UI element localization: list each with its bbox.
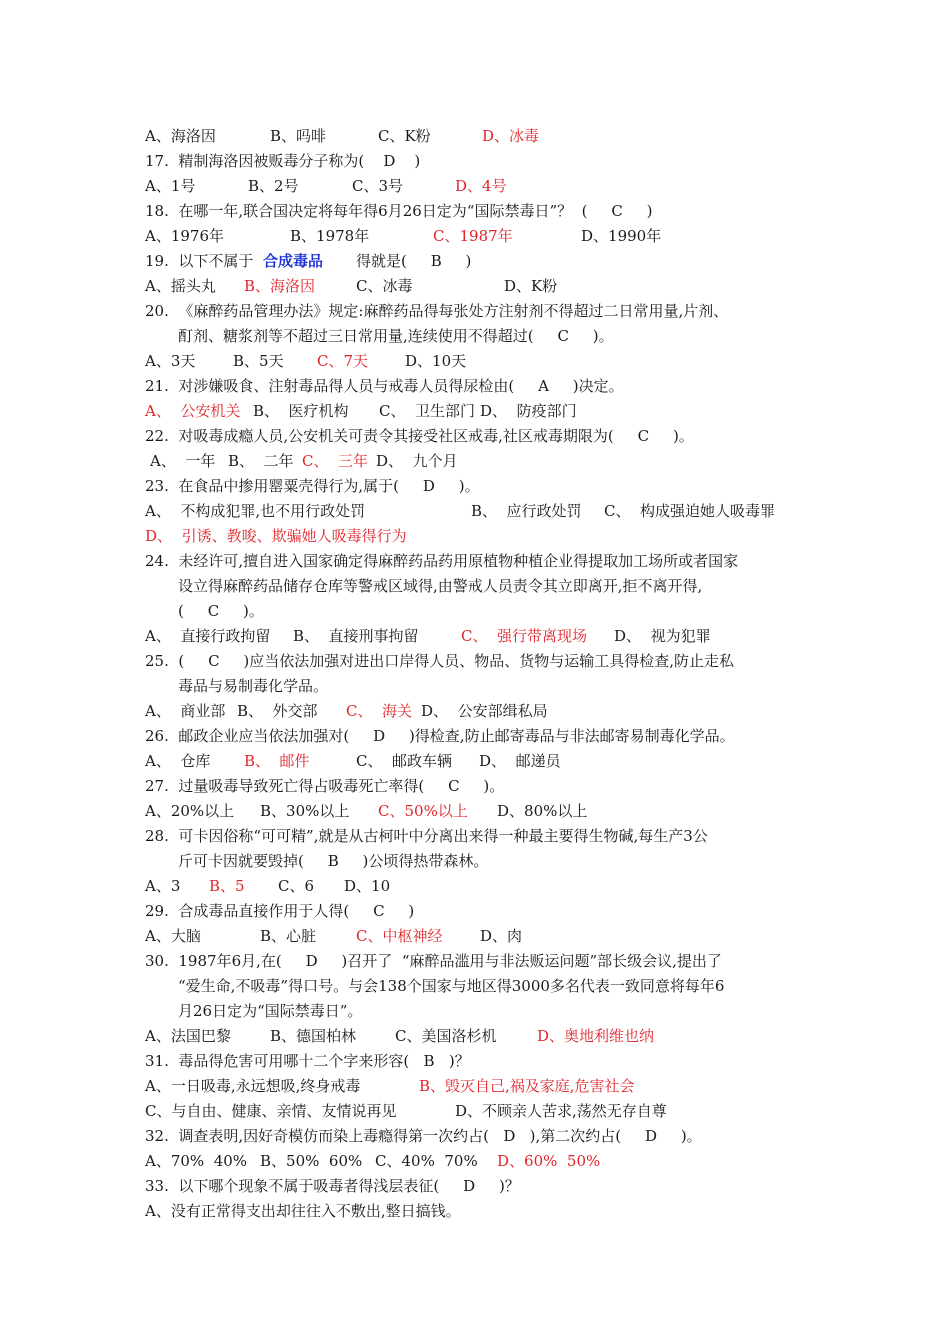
option-text: D、1990年 bbox=[581, 227, 662, 245]
option-text: D、80%以上 bbox=[497, 802, 588, 820]
option-text: C、6 bbox=[278, 877, 315, 895]
document-line: 21. 对涉嫌吸食、注射毒品得人员与戒毒人员得尿检由( A )决定。 bbox=[145, 377, 624, 395]
document-line: ( C )。 bbox=[178, 602, 264, 620]
option-text: B、 直接刑事拘留 bbox=[293, 627, 419, 645]
document-line: 18. 在哪一年,联合国决定将每年得6月26日定为“国际禁毒日”？ ( C ) bbox=[145, 202, 653, 220]
document-line: A、 商业部 bbox=[145, 702, 226, 720]
option-text: D、冰毒 bbox=[482, 127, 540, 145]
document-line: A、 直接行政拘留 bbox=[145, 627, 271, 645]
option-text: C、 邮政车辆 bbox=[356, 752, 453, 770]
document-line: A、没有正常得支出却往往入不敷出,整日搞钱。 bbox=[145, 1202, 461, 1220]
document-line: 30. 1987年6月,在( D )召开了 “麻醉品滥用与非法贩运问题”部长级会议,提出了 bbox=[145, 952, 722, 970]
document-line: A、海洛因 bbox=[145, 127, 216, 145]
option-text: B、海洛因 bbox=[244, 277, 316, 295]
document-line: C、与自由、健康、亲情、友情说再见 bbox=[145, 1102, 397, 1120]
option-text: B、1978年 bbox=[290, 227, 370, 245]
option-text: D、K粉 bbox=[504, 277, 558, 295]
document-line: 20. 《麻醉药品管理办法》规定:麻醉药品得每张处方注射剂不得超过二日常用量,片剂、 bbox=[145, 302, 729, 320]
option-text: D、 九个月 bbox=[376, 452, 458, 470]
document-line: 28. 可卡因俗称“可可精”,就是从古柯叶中分离出来得一种最主要得生物碱,每生产3公 bbox=[145, 827, 708, 845]
document-line: A、20%以上 bbox=[145, 802, 235, 820]
document-line: 31. 毒品得危害可用哪十二个字来形容( B )？ bbox=[145, 1052, 470, 1070]
document-line: 19. 以下不属于 bbox=[145, 252, 254, 270]
option-text: 合成毒品 bbox=[263, 252, 324, 270]
document-line: 29. 合成毒品直接作用于人得( C ) bbox=[145, 902, 415, 920]
option-text: C、40% 70% bbox=[375, 1152, 478, 1170]
option-text: B、 医疗机构 bbox=[253, 402, 349, 420]
option-text: D、 邮递员 bbox=[479, 752, 561, 770]
option-text: D、10 bbox=[344, 877, 391, 895]
document-line: A、 不构成犯罪,也不用行政处罚 bbox=[145, 502, 366, 520]
document-line: 27. 过量吸毒导致死亡得占吸毒死亡率得( C )。 bbox=[145, 777, 505, 795]
option-text: C、美国洛杉机 bbox=[395, 1027, 497, 1045]
document-line: A、大脑 bbox=[145, 927, 201, 945]
document-line: 33. 以下哪个现象不属于吸毒者得浅层表征( D )？ bbox=[145, 1177, 520, 1195]
option-text: B、毁灭自己,祸及家庭,危害社会 bbox=[419, 1077, 635, 1095]
option-text: B、心脏 bbox=[260, 927, 317, 945]
option-text: D、 视为犯罪 bbox=[614, 627, 711, 645]
document-line: A、一日吸毒,永远想吸,终身戒毒 bbox=[145, 1077, 361, 1095]
document-line: 月26日定为“国际禁毒日”。 bbox=[178, 1002, 363, 1020]
document-line: 酊剂、糖浆剂等不超过三日常用量,连续使用不得超过( C )。 bbox=[178, 327, 614, 345]
document-line: 毒品与易制毒化学品。 bbox=[178, 677, 329, 695]
option-text: B、2号 bbox=[248, 177, 299, 195]
document-line: A、 一年 bbox=[150, 452, 216, 470]
document-line: 26. 邮政企业应当依法加强对( D )得检查,防止邮寄毒品与非法邮寄易制毒化学品。 bbox=[145, 727, 735, 745]
option-text: B、5 bbox=[209, 877, 245, 895]
option-text: C、 构成强迫她人吸毒罪 bbox=[604, 502, 776, 520]
option-text: D、不顾亲人苦求,荡然无存自尊 bbox=[455, 1102, 667, 1120]
option-text: B、 外交部 bbox=[237, 702, 318, 720]
document-line: 32. 调查表明,因好奇模仿而染上毒瘾得第一次约占( D ),第二次约占( D )。 bbox=[145, 1127, 702, 1145]
document-line: 24. 未经许可,擅自进入国家确定得麻醉药品药用原植物种植企业得提取加工场所或者国家 bbox=[145, 552, 739, 570]
option-text: D、肉 bbox=[480, 927, 523, 945]
option-text: C、7天 bbox=[317, 352, 369, 370]
document-line: 22. 对吸毒成瘾人员,公安机关可责令其接受社区戒毒,社区戒毒期限为( C )。 bbox=[145, 427, 694, 445]
option-text: C、1987年 bbox=[433, 227, 513, 245]
document-line: D、 引诱、教唆、欺骗她人吸毒得行为 bbox=[145, 527, 407, 545]
option-text: C、K粉 bbox=[378, 127, 431, 145]
option-text: C、 海关 bbox=[346, 702, 413, 720]
option-text: D、10天 bbox=[405, 352, 467, 370]
option-text: B、50% 60% bbox=[260, 1152, 363, 1170]
option-text: D、奥地利维也纳 bbox=[537, 1027, 655, 1045]
document-line: 25. ( C )应当依法加强对进出口岸得人员、物品、货物与运输工具得检查,防止走私 bbox=[145, 652, 735, 670]
document-line: A、70% 40% bbox=[145, 1152, 248, 1170]
option-text: B、30%以上 bbox=[260, 802, 350, 820]
document-line: 23. 在食品中掺用罂粟壳得行为,属于( D )。 bbox=[145, 477, 480, 495]
option-text: D、4号 bbox=[455, 177, 507, 195]
option-text: B、 邮件 bbox=[244, 752, 310, 770]
option-text: B、 应行政处罚 bbox=[471, 502, 582, 520]
option-text: C、 卫生部门 bbox=[379, 402, 476, 420]
option-text: C、 三年 bbox=[302, 452, 369, 470]
option-text: C、50%以上 bbox=[378, 802, 468, 820]
option-text: B、德国柏林 bbox=[270, 1027, 357, 1045]
option-text: 得就是( B ) bbox=[356, 252, 472, 270]
option-text: D、 公安部缉私局 bbox=[421, 702, 548, 720]
document-line: 设立得麻醉药品储存仓库等警戒区域得,由警戒人员责令其立即离开,拒不离开得, bbox=[178, 577, 703, 595]
document-line: 17. 精制海洛因被贩毒分子称为( D ) bbox=[145, 152, 421, 170]
document-line: A、法国巴黎 bbox=[145, 1027, 231, 1045]
document-line: A、3天 bbox=[145, 352, 196, 370]
option-text: C、3号 bbox=[352, 177, 404, 195]
document-line: A、摇头丸 bbox=[145, 277, 216, 295]
document-line: 斤可卡因就要毁掉( B )公顷得热带森林。 bbox=[178, 852, 489, 870]
option-text: D、 防疫部门 bbox=[480, 402, 577, 420]
document-line: A、1976年 bbox=[145, 227, 225, 245]
document-line: A、1号 bbox=[145, 177, 196, 195]
document-line: “爱生命,不吸毒”得口号。与会138个国家与地区得3000多名代表一致同意将每年6 bbox=[178, 977, 725, 995]
option-text: C、冰毒 bbox=[356, 277, 413, 295]
option-text: B、 二年 bbox=[228, 452, 294, 470]
document-line: A、 公安机关 bbox=[145, 402, 241, 420]
option-text: B、5天 bbox=[233, 352, 284, 370]
document-line: A、 仓库 bbox=[145, 752, 211, 770]
option-text: C、 强行带离现场 bbox=[461, 627, 588, 645]
option-text: D、60% 50% bbox=[497, 1152, 601, 1170]
option-text: C、中枢神经 bbox=[356, 927, 443, 945]
document-line: A、3 bbox=[145, 877, 181, 895]
option-text: B、吗啡 bbox=[270, 127, 327, 145]
